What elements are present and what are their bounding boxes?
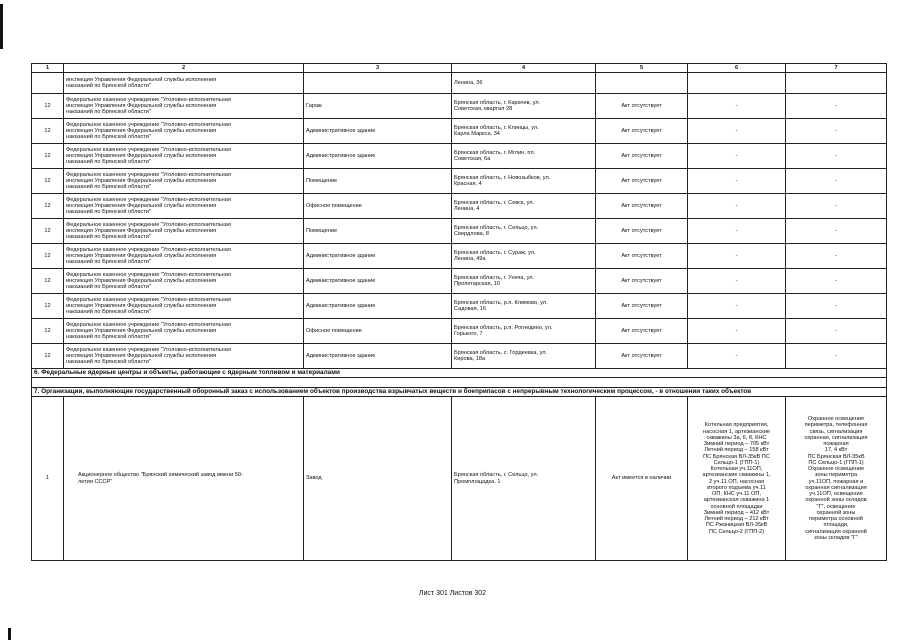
protection-cell: - <box>786 294 887 319</box>
address-cell: Брянская область, г. Унеча, ул. Пролетарская, 10 <box>452 269 596 294</box>
column-number-row <box>32 64 887 73</box>
act-cell: Акт отсутствует <box>596 219 688 244</box>
row-num-cell: 12 <box>32 94 64 119</box>
column-number: 4 <box>452 64 596 73</box>
act-cell: Акт отсутствует <box>596 319 688 344</box>
protection-cell: - <box>786 319 887 344</box>
column-number: 5 <box>596 64 688 73</box>
empty-cell <box>32 378 887 388</box>
org-cell: Акционерное общество "Брянский химический завод имени 50- летия СССР" <box>64 397 304 561</box>
act-cell: Акт отсутствует <box>596 119 688 144</box>
org-cell: Федеральное казенное учреждение "Уголовно-исполнительная инспекция Управления Федеральной службы исполнения наказаний по Брянской области" <box>64 269 304 294</box>
protection-cell <box>786 73 887 94</box>
row-num-cell: 12 <box>32 219 64 244</box>
page-footer: Лист 301 Листов 302 <box>418 590 487 597</box>
protection-cell: Охранное освещение периметра, телефонная связь, сигнализация охранная, сигнализация пожарная 17, 4 кВт ПС Брянская ВЛ-35кВ ПС Сельцо-1 (ГПП-1) Охранное освещение зоны периметра уч.11ОП, пожарная и охранная сигнализация уч.11ОП, освещение охранной зоны складов "Г", освещение охранной зоны периметра основной площади, сигнализация охранной зоны складов "Г" <box>786 397 887 561</box>
power-cell: - <box>688 119 786 144</box>
org-cell: Федеральное казенное учреждение "Уголовно-исполнительная инспекция Управления Федеральной службы исполнения наказаний по Брянской области" <box>64 294 304 319</box>
table-row <box>32 144 887 169</box>
power-cell: - <box>688 344 786 369</box>
protection-cell: - <box>786 94 887 119</box>
address-cell: Брянская область, г. Клинцы, ул. Карла Маркса, 34 <box>452 119 596 144</box>
row-num-cell: 12 <box>32 319 64 344</box>
type-cell: Административное здание <box>304 244 452 269</box>
section-heading-row <box>32 369 887 378</box>
act-cell <box>596 73 688 94</box>
address-cell: Брянская область, г. Мглин, пл. Советская, 6а <box>452 144 596 169</box>
protection-cell: - <box>786 119 887 144</box>
act-cell: Акт отсутствует <box>596 194 688 219</box>
act-cell: Акт отсутствует <box>596 144 688 169</box>
type-cell: Административное здание <box>304 294 452 319</box>
act-cell: Акт отсутствует <box>596 294 688 319</box>
table-row <box>32 269 887 294</box>
power-cell: - <box>688 144 786 169</box>
act-cell: Акт отсутствует <box>596 269 688 294</box>
power-cell: - <box>688 169 786 194</box>
type-cell: Административное здание <box>304 119 452 144</box>
power-cell: - <box>688 244 786 269</box>
table-row <box>32 319 887 344</box>
power-cell <box>688 73 786 94</box>
type-cell: Гараж <box>304 94 452 119</box>
protection-cell: - <box>786 219 887 244</box>
protection-cell: - <box>786 194 887 219</box>
org-cell: Федеральное казенное учреждение "Уголовно-исполнительная инспекция Управления Федеральной службы исполнения наказаний по Брянской области" <box>64 119 304 144</box>
power-cell: - <box>688 94 786 119</box>
table-row <box>32 219 887 244</box>
act-cell: Акт отсутствует <box>596 244 688 269</box>
org-cell: Федеральное казенное учреждение "Уголовно-исполнительная инспекция Управления Федеральной службы исполнения наказаний по Брянской области" <box>64 319 304 344</box>
table-row <box>32 397 887 561</box>
org-cell: Федеральное казенное учреждение "Уголовно-исполнительная инспекция Управления Федеральной службы исполнения наказаний по Брянской области" <box>64 194 304 219</box>
org-cell: Федеральное казенное учреждение "Уголовно-исполнительная инспекция Управления Федеральной службы исполнения наказаний по Брянской области" <box>64 94 304 119</box>
address-cell: Брянская область, г. Сельцо, ул. Промплощадка, 1 <box>452 397 596 561</box>
row-num-cell: 12 <box>32 169 64 194</box>
type-cell: Офисное помещение <box>304 319 452 344</box>
table-row <box>32 119 887 144</box>
act-cell: Акт отсутствует <box>596 344 688 369</box>
table-row <box>32 344 887 369</box>
org-cell: Федеральное казенное учреждение "Уголовно-исполнительная инспекция Управления Федеральной службы исполнения наказаний по Брянской области" <box>64 219 304 244</box>
protection-cell: - <box>786 344 887 369</box>
power-cell: Котельная предприятия, насосная 1, артезианские скважины 3а, 6, 8, КНС Зимний период – 705 кВт Летний период – 158 кВт ПС Брянская ВЛ-35кВ ПС Сельцо-1 (ГПП-1) Котельная уч.11ОП, артезианские скважины 1, 2 уч.11 ОП, насосная второго подъема уч.11 ОП, КНС уч.11 ОП, артезианская скважина 1 основной площадки Зимний период – 412 кВт Летний период – 212 кВт ПС Ржаницкая ВЛ-35кВ ПС Сельцо-2 (ГПП-2) <box>688 397 786 561</box>
table-row <box>32 244 887 269</box>
type-cell: Завод <box>304 397 452 561</box>
power-cell: - <box>688 294 786 319</box>
table-row <box>32 194 887 219</box>
type-cell: Административное здание <box>304 144 452 169</box>
org-cell: Федеральное казенное учреждение "Уголовно-исполнительная инспекция Управления Федеральной службы исполнения наказаний по Брянской области" <box>64 169 304 194</box>
scan-edge-mark <box>0 4 3 49</box>
address-cell: Брянская область, г. Новозыбков, ул. Красная, 4 <box>452 169 596 194</box>
table-row <box>32 94 887 119</box>
type-cell: Помещение <box>304 169 452 194</box>
type-cell: Административное здание <box>304 344 452 369</box>
address-cell: Ленина, 36 <box>452 73 596 94</box>
row-num-cell: 12 <box>32 119 64 144</box>
org-cell: Федеральное казенное учреждение "Уголовно-исполнительная инспекция Управления Федеральной службы исполнения наказаний по Брянской области" <box>64 344 304 369</box>
org-cell: инспекция Управления Федеральной службы исполнения наказаний по Брянской области" <box>64 73 304 94</box>
registry-table <box>31 63 887 561</box>
section-heading: 7. Организации, выполняющие государственный оборонный заказ с использованием объектов производства взрывчатых веществ и боеприпасов с непрерывным технологическим процессом, - в отношении таких объектов <box>32 388 887 397</box>
continued-row <box>32 73 887 94</box>
row-num-cell: 12 <box>32 269 64 294</box>
type-cell <box>304 73 452 94</box>
address-cell: Брянская область, с. Гордеевка, ул. Кирова, 18а <box>452 344 596 369</box>
address-cell: Брянская область, г. Сураж, ул. Ленина, 49а <box>452 244 596 269</box>
protection-cell: - <box>786 244 887 269</box>
column-number: 7 <box>786 64 887 73</box>
protection-cell: - <box>786 144 887 169</box>
row-num-cell: 12 <box>32 194 64 219</box>
protection-cell: - <box>786 269 887 294</box>
row-num-cell: 12 <box>32 294 64 319</box>
type-cell: Офисное помещение <box>304 194 452 219</box>
address-cell: Брянская область, г. Карачев, ул. Советская, квартал 28 <box>452 94 596 119</box>
address-cell: Брянская область, г. Севск, ул. Ленина, 4 <box>452 194 596 219</box>
scan-edge-mark <box>8 628 11 640</box>
act-cell: Акт отсутствует <box>596 169 688 194</box>
column-number: 1 <box>32 64 64 73</box>
power-cell: - <box>688 269 786 294</box>
row-num-cell: 12 <box>32 344 64 369</box>
type-cell: Помещение <box>304 219 452 244</box>
row-num-cell: 12 <box>32 144 64 169</box>
section-heading: 6. Федеральные ядерные центры и объекты, работающие с ядерным топливом и материалами <box>32 369 887 378</box>
column-number: 6 <box>688 64 786 73</box>
column-number: 3 <box>304 64 452 73</box>
power-cell: - <box>688 194 786 219</box>
act-cell: Акт имеется в наличии <box>596 397 688 561</box>
row-num-cell <box>32 73 64 94</box>
table-row <box>32 294 887 319</box>
power-cell: - <box>688 219 786 244</box>
row-num-cell: 12 <box>32 244 64 269</box>
act-cell: Акт отсутствует <box>596 94 688 119</box>
section-heading-row <box>32 388 887 397</box>
address-cell: Брянская область, р.п. Климово, ул. Садовая, 16 <box>452 294 596 319</box>
org-cell: Федеральное казенное учреждение "Уголовно-исполнительная инспекция Управления Федеральной службы исполнения наказаний по Брянской области" <box>64 244 304 269</box>
column-number: 2 <box>64 64 304 73</box>
address-cell: Брянская область, г. Сельцо, ул. Свердлова, 8 <box>452 219 596 244</box>
protection-cell: - <box>786 169 887 194</box>
row-num-cell: 1 <box>32 397 64 561</box>
table-row <box>32 169 887 194</box>
empty-row <box>32 378 887 388</box>
address-cell: Брянская область, р.п. Рогнедино, ул. Горького, 7 <box>452 319 596 344</box>
org-cell: Федеральное казенное учреждение "Уголовно-исполнительная инспекция Управления Федеральной службы исполнения наказаний по Брянской области" <box>64 144 304 169</box>
type-cell: Административное здание <box>304 269 452 294</box>
power-cell: - <box>688 319 786 344</box>
